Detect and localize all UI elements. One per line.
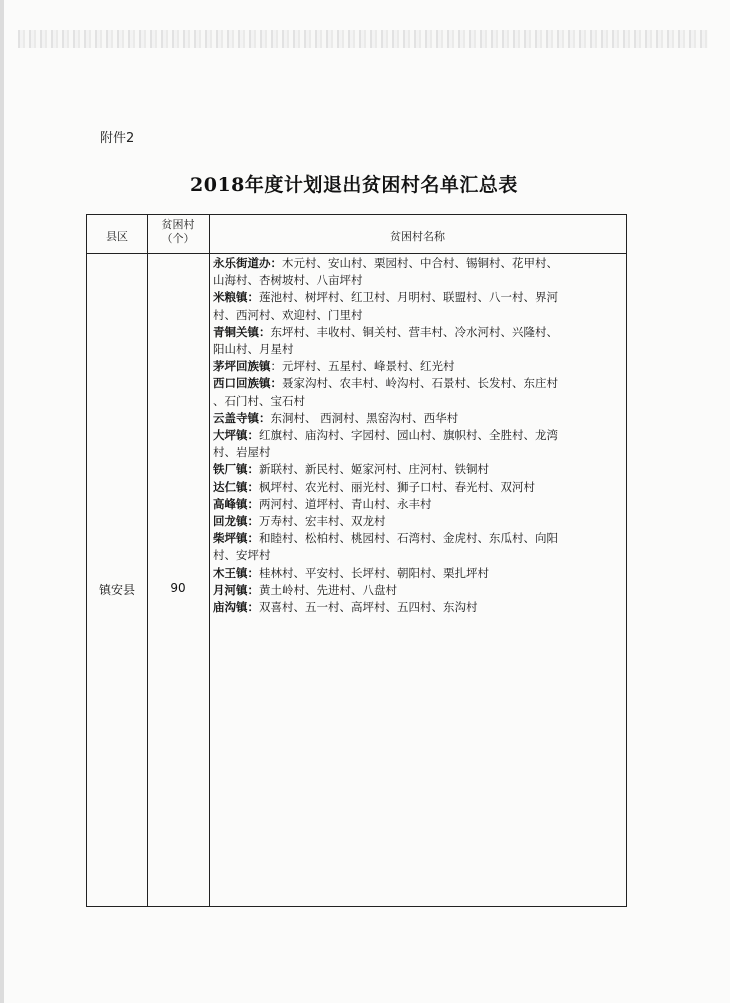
summary-table xyxy=(86,214,627,907)
village-list-line xyxy=(213,289,623,306)
village-names: 两河村、道坪村、青山村、永丰村 xyxy=(259,496,432,511)
village-list-line xyxy=(213,513,623,530)
village-list-line xyxy=(213,324,623,341)
page-title: 2018年度计划退出贫困村名单汇总表 xyxy=(190,174,518,196)
town-name: 西口回族镇： xyxy=(213,376,282,391)
village-list-line xyxy=(213,410,623,427)
village-list xyxy=(213,255,623,616)
header-count-line2: （个） xyxy=(161,232,195,245)
village-list-line xyxy=(213,341,623,358)
village-list-line xyxy=(213,393,623,410)
scan-edge xyxy=(0,0,4,1003)
village-list-line xyxy=(213,496,623,513)
village-names: 山海村、杏树坡村、八亩坪村 xyxy=(213,273,363,288)
village-list-line xyxy=(213,307,623,324)
town-name: 柴坪镇： xyxy=(213,531,259,546)
village-list-line xyxy=(213,255,623,272)
village-names: 村、岩屋村 xyxy=(213,445,271,460)
village-list-line xyxy=(213,530,623,547)
town-name: 青铜关镇： xyxy=(213,324,271,339)
town-name: 大坪镇： xyxy=(213,428,259,443)
scan-artifact-band xyxy=(18,30,708,48)
town-name: 木王镇： xyxy=(213,565,259,580)
town-name: 茅坪回族镇 xyxy=(213,359,271,374)
village-list-line xyxy=(213,547,623,564)
village-list-line xyxy=(213,272,623,289)
village-names: 黄土岭村、先进村、八盘村 xyxy=(259,582,397,597)
village-list-line xyxy=(213,479,623,496)
header-count-line1: 贫困村 xyxy=(161,218,195,231)
annex-label: 附件2 xyxy=(100,131,135,146)
village-names: 桂林村、平安村、长坪村、朝阳村、栗扎坪村 xyxy=(259,565,489,580)
village-names: 东坪村、丰收村、铜关村、营丰村、冷水河村、兴隆村、 xyxy=(270,324,558,339)
village-list-line xyxy=(213,358,623,375)
header-names: 贫困村名称 xyxy=(390,230,445,243)
header-county: 县区 xyxy=(106,230,128,243)
village-list-line xyxy=(213,565,623,582)
town-name: 云盖寺镇： xyxy=(213,410,271,425)
header-divider xyxy=(87,253,626,254)
town-name: 铁厂镇： xyxy=(213,462,259,477)
village-list-line xyxy=(213,444,623,461)
village-names: 新联村、新民村、姬家河村、庄河村、铁铜村 xyxy=(259,462,489,477)
village-names: 阳山村、月星村 xyxy=(213,342,294,357)
village-names: 万寿村、宏丰村、双龙村 xyxy=(259,514,386,529)
village-list-line xyxy=(213,427,623,444)
town-name: 月河镇： xyxy=(213,582,259,597)
village-names: 村、西河村、欢迎村、门里村 xyxy=(213,307,363,322)
village-names: 双喜村、五一村、高坪村、五四村、东沟村 xyxy=(259,600,478,615)
town-name: 庙沟镇： xyxy=(213,600,259,615)
village-names: 聂家沟村、农丰村、岭沟村、石景村、长发村、东庄村 xyxy=(282,376,558,391)
village-list-line xyxy=(213,375,623,392)
village-list-line xyxy=(213,582,623,599)
town-name: 达仁镇： xyxy=(213,479,259,494)
village-names: 和睦村、松柏村、桃园村、石湾村、金虎村、东瓜村、向阳 xyxy=(259,531,558,546)
village-names: 红旗村、庙沟村、字园村、园山村、旗帜村、全胜村、龙湾 xyxy=(259,428,558,443)
village-names: 枫坪村、农光村、丽光村、狮子口村、春光村、双河村 xyxy=(259,479,535,494)
town-name: 高峰镇： xyxy=(213,496,259,511)
town-name: 米粮镇： xyxy=(213,290,259,305)
village-list-line xyxy=(213,599,623,616)
village-names: 东洞村、 西洞村、黑窑沟村、西华村 xyxy=(270,410,459,425)
town-name: 永乐街道办： xyxy=(213,256,282,270)
town-name: 回龙镇： xyxy=(213,514,259,529)
village-names: 、石门村、宝石村 xyxy=(213,393,305,408)
count-cell: 90 xyxy=(170,581,186,595)
header-count xyxy=(147,218,209,246)
village-names: 村、安坪村 xyxy=(213,548,271,563)
county-cell: 镇安县 xyxy=(98,583,135,597)
table-divider xyxy=(147,215,148,906)
village-list-line xyxy=(213,461,623,478)
village-names: ：元坪村、五星村、峰景村、红光村 xyxy=(270,359,455,374)
table-divider xyxy=(209,215,210,906)
village-names: 木元村、安山村、栗园村、中合村、锡铜村、花甲村、 xyxy=(282,256,558,270)
village-names: 莲池村、树坪村、红卫村、月明村、联盟村、八一村、界河 xyxy=(259,290,558,305)
